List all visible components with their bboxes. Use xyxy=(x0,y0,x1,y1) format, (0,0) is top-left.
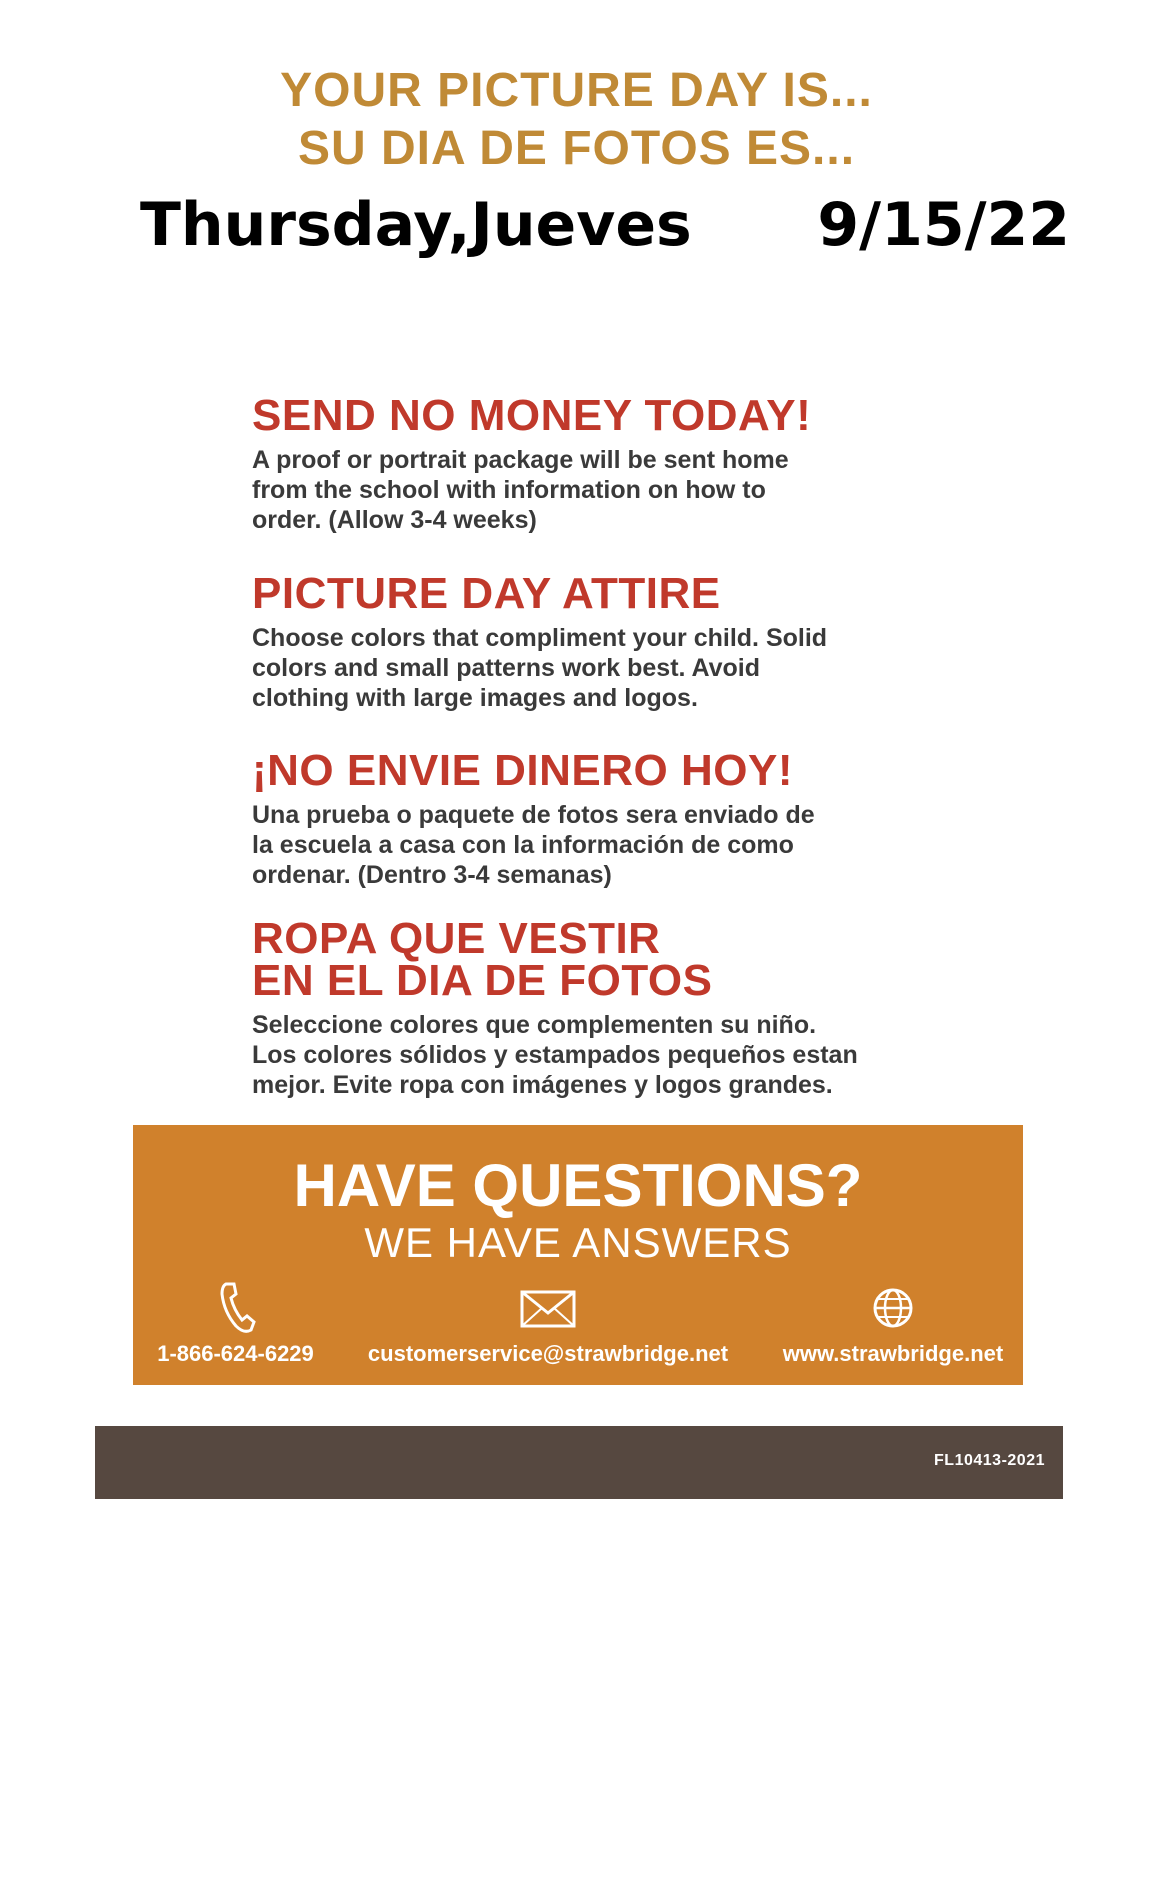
section-title xyxy=(252,914,952,1005)
envelope-icon xyxy=(520,1280,576,1335)
phone-icon xyxy=(216,1280,256,1335)
section-body: A proof or portrait package will be sent home from the school with information on how to order. (Allow 3-4 weeks) xyxy=(252,446,789,534)
section-no-envie-dinero xyxy=(252,746,952,890)
section-title-line1: ROPA QUE VESTIR xyxy=(252,914,661,963)
email-address[interactable]: customerservice@strawbridge.net xyxy=(367,1341,729,1366)
contact-email[interactable] xyxy=(348,1280,748,1367)
section-body: Una prueba o paquete de fotos sera enviado de la escuela a casa con la información de como ordenar. (Dentro 3-4 semanas) xyxy=(252,801,815,889)
picture-date: 9/15/22 xyxy=(817,190,1070,260)
section-send-no-money xyxy=(252,391,952,535)
questions-subtitle: WE HAVE ANSWERS xyxy=(364,1219,792,1266)
footer-bar xyxy=(95,1426,1063,1499)
contact-website[interactable] xyxy=(773,1280,1013,1367)
picture-day: Thursday,Jueves xyxy=(140,190,692,260)
section-title: SEND NO MONEY TODAY! xyxy=(252,391,812,440)
section-attire xyxy=(252,569,952,713)
contact-phone[interactable] xyxy=(143,1280,328,1367)
questions-title: HAVE QUESTIONS? xyxy=(293,1152,863,1219)
section-title-line2: EN EL DIA DE FOTOS xyxy=(252,956,713,1005)
phone-number[interactable]: 1-866-624-6229 xyxy=(157,1341,314,1366)
website-url[interactable]: www.strawbridge.net xyxy=(782,1341,1004,1366)
section-title: ¡NO ENVIE DINERO HOY! xyxy=(252,746,793,795)
headline-english: YOUR PICTURE DAY IS... xyxy=(280,64,873,117)
section-body: Choose colors that compliment your child. Solid colors and small patterns work best. Avoid clothing with large images and logos. xyxy=(252,624,828,712)
section-title: PICTURE DAY ATTIRE xyxy=(252,569,721,618)
picture-date-row xyxy=(140,190,1070,270)
section-ropa-que-vestir xyxy=(252,914,952,1100)
questions-banner xyxy=(133,1125,1023,1385)
headline-spanish: SU DIA DE FOTOS ES... xyxy=(297,122,856,175)
section-body: Seleccione colores que complementen su niño. Los colores sólidos y estampados pequeños estan mejor. Evite ropa con imágenes y logos grandes. xyxy=(252,1011,858,1099)
globe-icon xyxy=(871,1280,915,1335)
footer-code: FL10413-2021 xyxy=(934,1452,1045,1469)
